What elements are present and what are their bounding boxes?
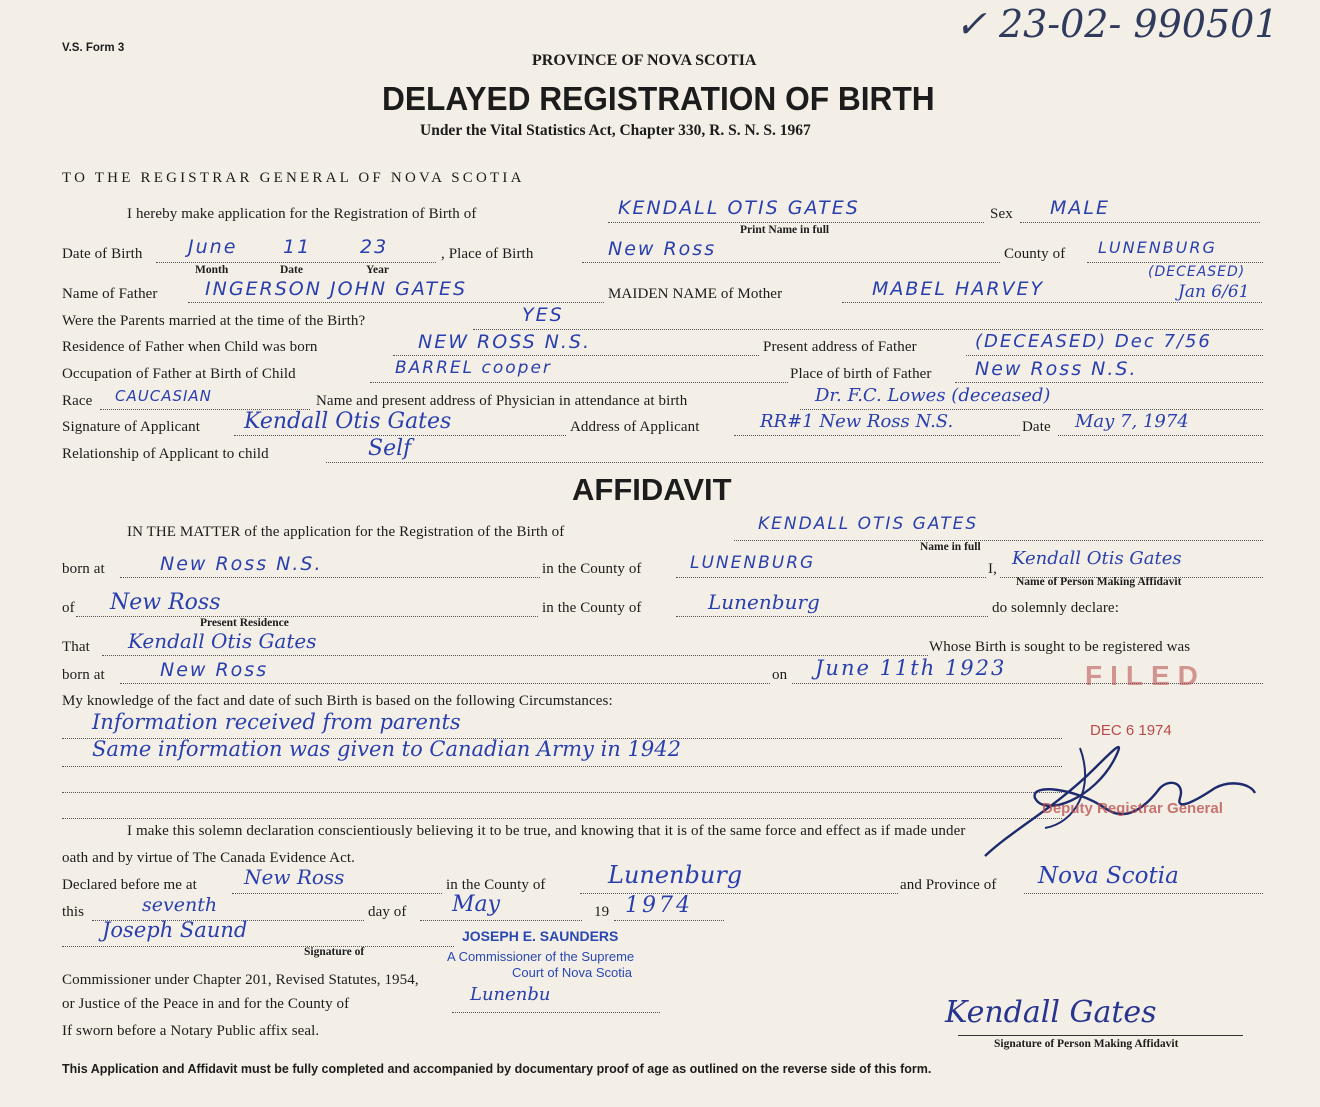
year-caption: Year — [366, 264, 389, 276]
registrar-signature-icon — [975, 728, 1265, 863]
declaration-line-1: I make this solemn declaration conscientiously believing it to be true, and knowing that it is of the same force and effect as if made under — [127, 823, 966, 839]
father-name-label: Name of Father — [62, 286, 158, 302]
matter-name: KENDALL OTIS GATES — [758, 514, 979, 534]
father-present-label: Present address of Father — [763, 339, 917, 355]
date-label: Date — [1022, 419, 1051, 435]
married-label: Were the Parents married at the time of the Birth? — [62, 313, 366, 329]
place-of-birth-label: , Place of Birth — [441, 246, 534, 262]
county-label-4: in the County of — [446, 877, 546, 893]
father-residence-label: Residence of Father when Child was born — [62, 339, 318, 355]
commissioner-stamp-title-1: A Commissioner of the Supreme — [447, 949, 635, 964]
born-at-value: New Ross N.S. — [160, 553, 323, 575]
child-name: KENDALL OTIS GATES — [618, 197, 860, 219]
county-value-4: Lunenburg — [608, 861, 743, 889]
application-date: May 7, 1974 — [1075, 411, 1189, 432]
month-caption: Month — [195, 264, 229, 276]
occupation-label: Occupation of Father at Birth of Child — [62, 366, 296, 382]
on-label: on — [772, 667, 788, 683]
circumstance-1: Information received from parents — [92, 710, 461, 734]
residence-caption: Present Residence — [200, 617, 289, 629]
registrar-stamp: Deputy Registrar General — [1042, 800, 1223, 817]
father-birthplace: New Ross N.S. — [975, 358, 1138, 380]
on-date: June 11th 1923 — [815, 656, 1007, 680]
circumstance-2: Same information was given to Canadian Army in 1942 — [92, 737, 681, 761]
check-mark-icon: ✓ — [955, 2, 987, 46]
affiant-caption: Name of Person Making Affidavit — [1016, 576, 1182, 588]
dob-month: June — [188, 236, 238, 258]
whose-label: Whose Birth is sought to be registered was — [929, 639, 1191, 655]
filed-stamp: FILED — [1085, 660, 1206, 691]
mother-note: (DECEASED) — [1148, 264, 1246, 280]
relationship-label: Relationship of Applicant to child — [62, 446, 269, 462]
province-heading: PROVINCE OF NOVA SCOTIA — [532, 52, 757, 69]
county-value: LUNENBURG — [1098, 238, 1217, 257]
occupation-value: BARREL cooper — [395, 358, 552, 378]
mother-name: MABEL HARVEY — [872, 278, 1045, 300]
file-number-text: 23-02- 990501 — [998, 2, 1279, 46]
applicant-address: RR#1 New Ross N.S. — [760, 411, 954, 432]
father-residence: NEW ROSS N.S. — [418, 331, 592, 353]
year-prefix: 19 — [594, 904, 610, 920]
province-value: Nova Scotia — [1038, 863, 1179, 889]
race-label: Race — [62, 393, 93, 409]
declaration-line-2: oath and by virtue of The Canada Evidence Act. — [62, 850, 355, 866]
matter-label: IN THE MATTER of the application for the Registration of the Birth of — [127, 524, 565, 540]
dob-label: Date of Birth — [62, 246, 143, 262]
commissioner-line: Commissioner under Chapter 201, Revised Statutes, 1954, — [62, 972, 419, 988]
that-name: Kendall Otis Gates — [128, 629, 317, 653]
notary-label: If sworn before a Notary Public affix seal. — [62, 1023, 320, 1039]
relationship-value: Self — [368, 436, 412, 461]
married-value: YES — [522, 304, 564, 326]
affiant-signature: Kendall Gates — [945, 995, 1157, 1030]
justice-label: or Justice of the Peace in and for the County of — [62, 996, 350, 1012]
mother-date: Jan 6/61 — [1178, 282, 1250, 302]
residence-value: New Ross — [110, 590, 221, 615]
of-label: of — [62, 600, 75, 616]
affiant-signature-caption: Signature of Person Making Affidavit — [994, 1038, 1179, 1050]
dob-year: 23 — [360, 236, 389, 258]
signature-of-caption: Signature of — [304, 946, 365, 958]
commissioner-signature: Joseph Saund — [102, 918, 248, 942]
county-label-2: in the County of — [542, 561, 642, 577]
father-name: INGERSON JOHN GATES — [205, 278, 468, 300]
physician-value: Dr. F.C. Lowes (deceased) — [815, 385, 1051, 406]
county-label-3: in the County of — [542, 600, 642, 616]
mother-label: MAIDEN NAME of Mother — [608, 286, 783, 302]
sex-value: MALE — [1050, 197, 1110, 219]
month-text: May — [452, 892, 501, 917]
day-text: seventh — [142, 894, 218, 916]
i-label: I, — [988, 561, 997, 577]
county-value-3: Lunenburg — [708, 590, 820, 614]
sex-label: Sex — [990, 206, 1013, 222]
place-of-birth: New Ross — [608, 238, 717, 260]
form-title: DELAYED REGISTRATION OF BIRTH — [382, 80, 935, 117]
this-label: this — [62, 904, 85, 920]
justice-county: Lunenbu — [470, 984, 551, 1005]
declared-at: New Ross — [244, 865, 345, 889]
form-subtitle: Under the Vital Statistics Act, Chapter 330, R. S. N. S. 1967 — [420, 122, 811, 139]
race-value: CAUCASIAN — [115, 387, 212, 405]
applicant-signature: Kendall Otis Gates — [244, 409, 452, 434]
year-text: 1974 — [625, 893, 693, 918]
addressee: TO THE REGISTRAR GENERAL OF NOVA SCOTIA — [62, 170, 525, 186]
dob-date: 11 — [283, 236, 312, 258]
knowledge-label: My knowledge of the fact and date of such Birth is based on the following Circumstances: — [62, 693, 613, 709]
father-present: (DECEASED) Dec 7/56 — [975, 331, 1212, 352]
file-number — [955, 2, 1278, 46]
filed-date-stamp: DEC 6 1974 — [1090, 722, 1172, 739]
intro-label: I hereby make application for the Registration of Birth of — [127, 206, 477, 222]
date-caption: Date — [280, 264, 303, 276]
form-number: V.S. Form 3 — [62, 42, 125, 54]
affiant-name: Kendall Otis Gates — [1012, 548, 1182, 569]
county-value-2: LUNENBURG — [690, 553, 816, 573]
physician-label: Name and present address of Physician in attendance at birth — [316, 393, 688, 409]
province-label: and Province of — [900, 877, 997, 893]
address-label: Address of Applicant — [570, 419, 700, 435]
father-birthplace-label: Place of birth of Father — [790, 366, 932, 382]
commissioner-stamp-name: JOSEPH E. SAUNDERS — [462, 928, 619, 944]
day-label: day of — [368, 904, 407, 920]
born-at-label-2: born at — [62, 667, 105, 683]
county-label: County of — [1004, 246, 1066, 262]
born-at-value-2: New Ross — [160, 659, 269, 681]
name-caption: Name in full — [920, 541, 981, 553]
print-name-caption: Print Name in full — [740, 224, 830, 236]
commissioner-stamp-title-2: Court of Nova Scotia — [512, 965, 632, 980]
declared-label: Declared before me at — [62, 877, 197, 893]
footer-note: This Application and Affidavit must be fully completed and accompanied by documentary proof of age as outlined on the reverse side of this form. — [62, 1062, 932, 1076]
declare-label: do solemnly declare: — [992, 600, 1119, 616]
signature-label: Signature of Applicant — [62, 419, 201, 435]
affidavit-heading: AFFIDAVIT — [572, 472, 732, 507]
that-label: That — [62, 639, 90, 655]
born-at-label: born at — [62, 561, 105, 577]
